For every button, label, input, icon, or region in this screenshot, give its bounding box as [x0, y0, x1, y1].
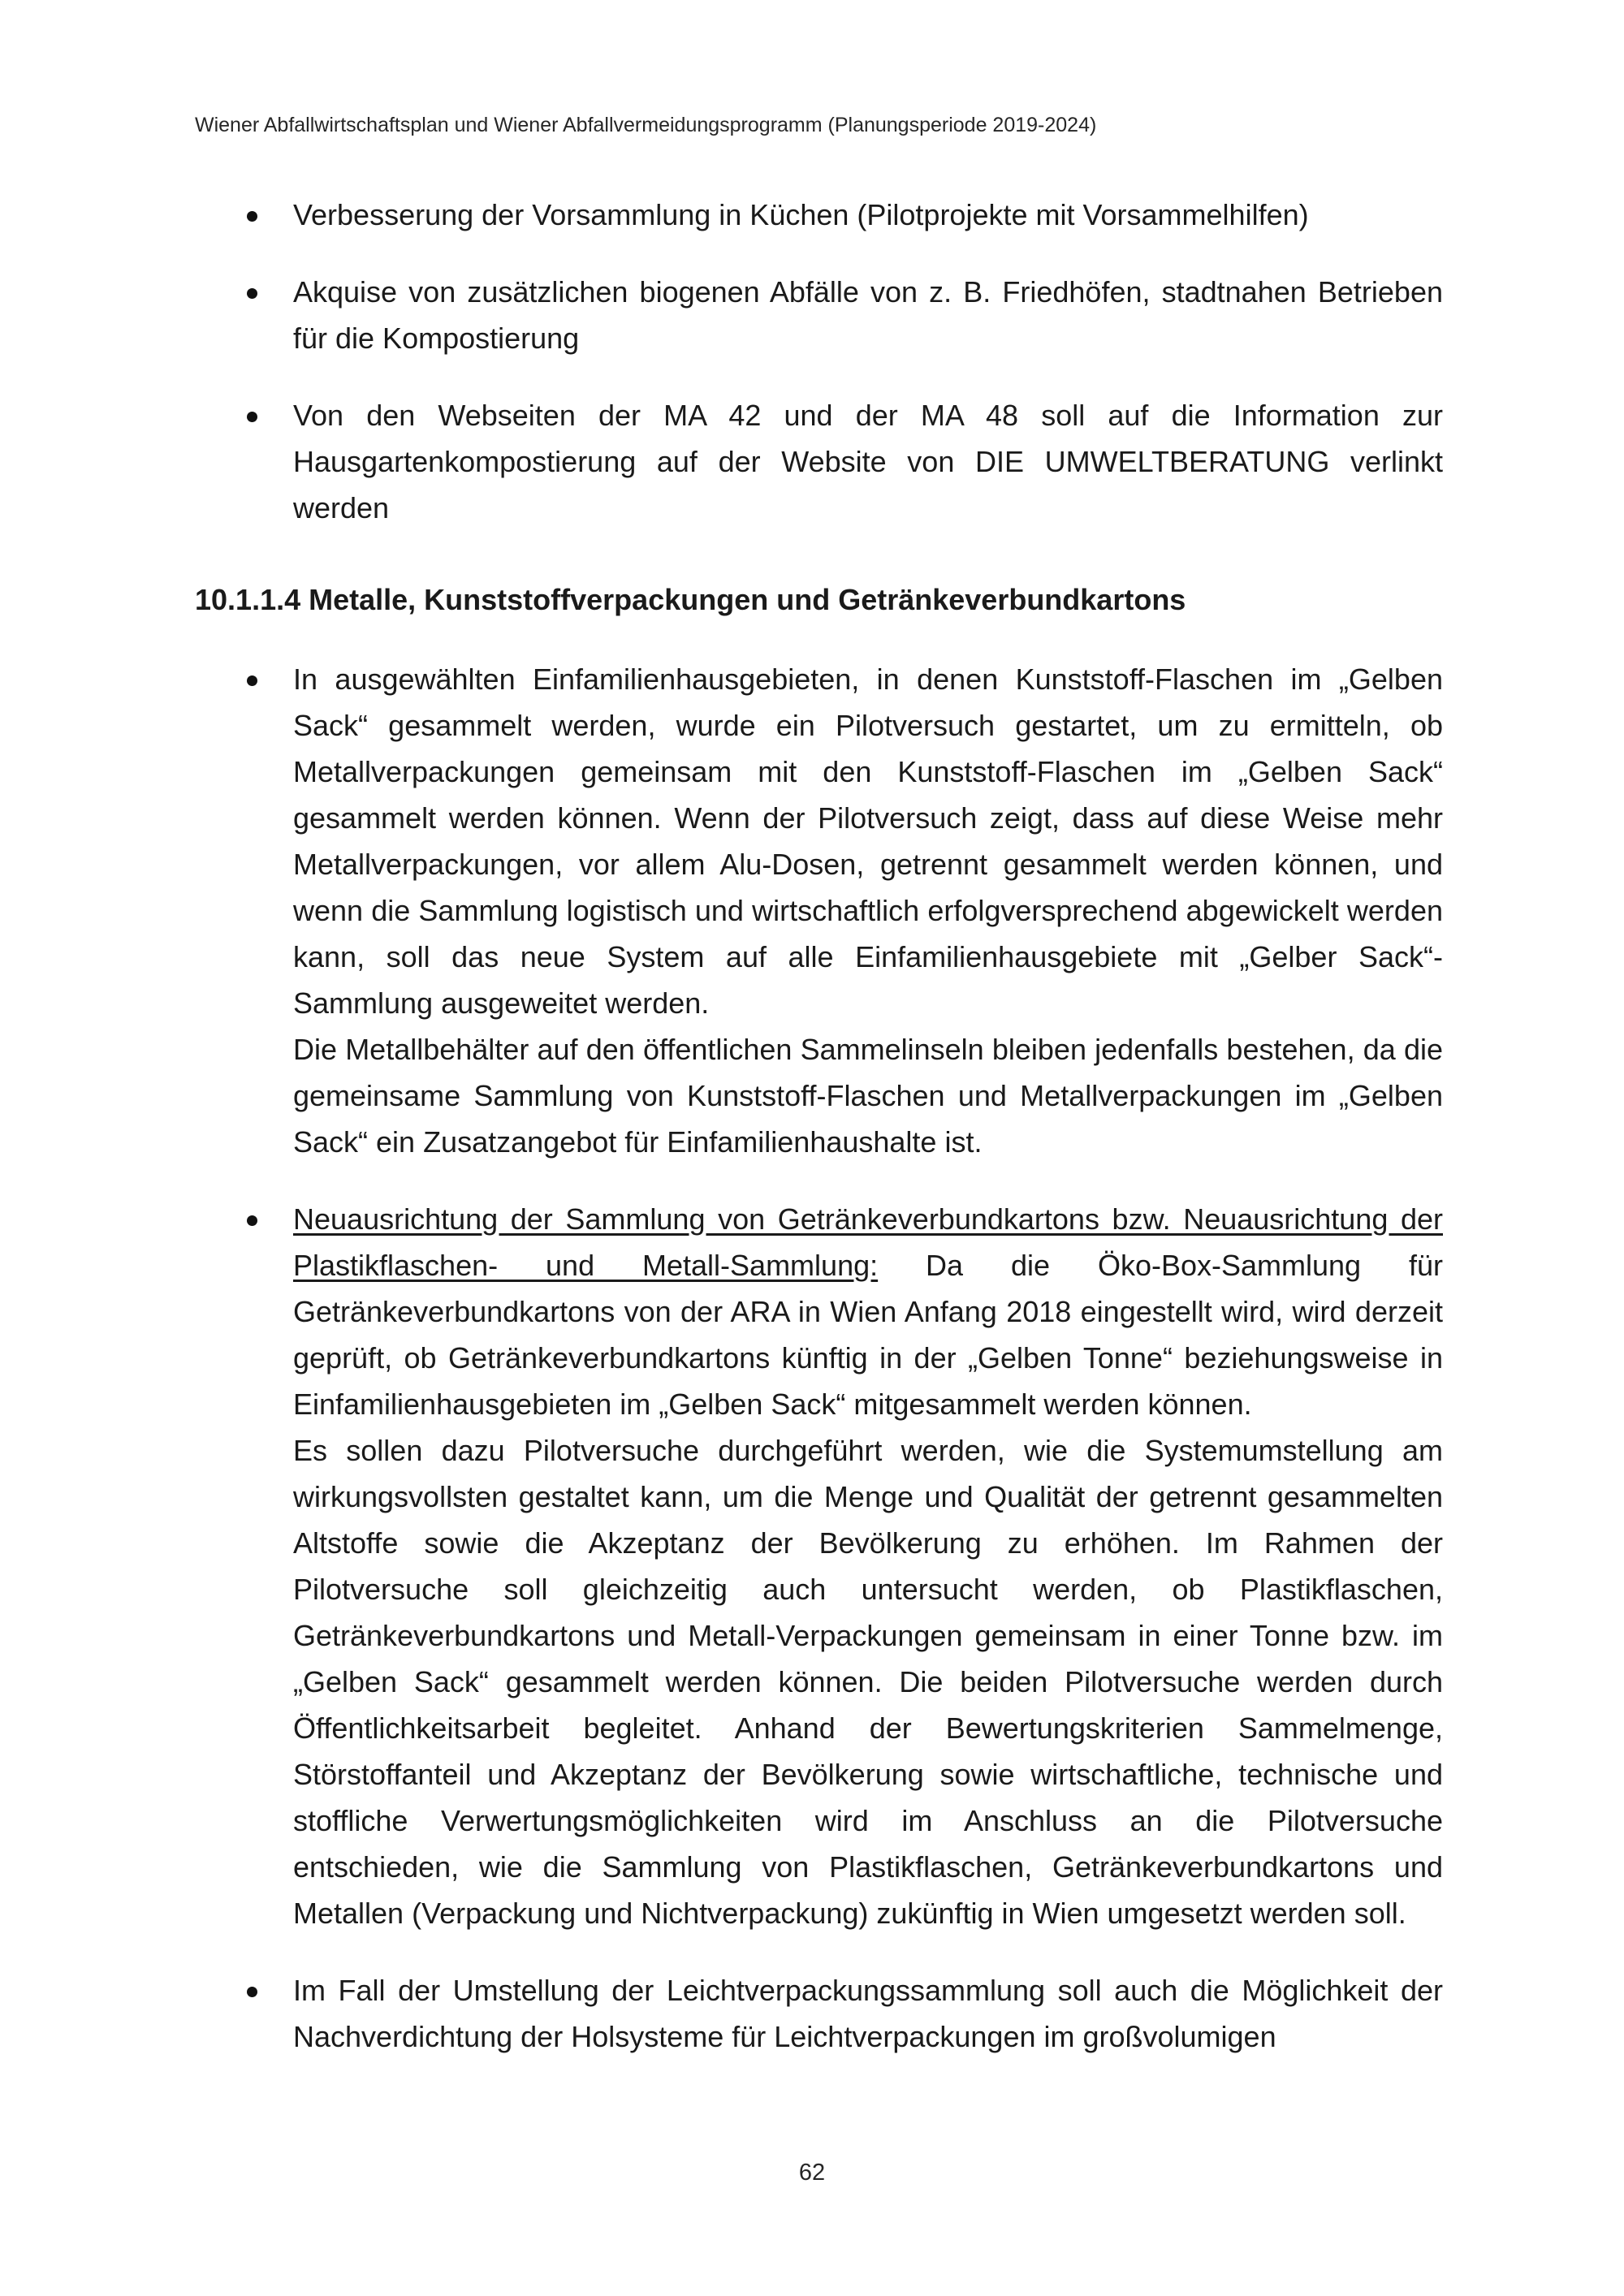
list-item [195, 656, 1443, 1165]
bullet-icon [247, 288, 257, 299]
bullet-icon [247, 211, 257, 222]
page-body [195, 192, 1443, 2091]
running-header: Wiener Abfallwirtschaftsplan und Wiener Abfallvermeidungsprogramm (Planungsperiode 2019-2024) [195, 114, 1097, 136]
list-item [195, 1967, 1443, 2060]
top-bullet-list [195, 192, 1443, 531]
list-item [195, 269, 1443, 361]
list-item [195, 192, 1443, 238]
section-bullet-list [195, 656, 1443, 2060]
bullet-icon [247, 675, 257, 686]
bullet-paragraph: In ausgewählten Einfamilienhausgebieten, in denen Kunststoff-Flaschen im „Gelben Sack“ gesammelt werden, wurde ein Pilotversuch gestartet, um zu ermitteln, ob Metallverpackungen gemeinsam mit den Kunststoff-Flaschen im „Gelben Sack“ gesammelt werden können. Wenn der Pilotversuch zeigt, dass auf diese Weise mehr Metallverpackungen, vor allem Alu-Dosen, getrennt gesammelt werden können, und wenn die Sammlung logistisch und wirtschaftlich erfolgversprechend abgewickelt werden kann, soll das neue System auf alle Einfamilienhausgebiete mit „Gelber Sack“-Sammlung ausgeweitet werden. [293, 662, 1443, 1020]
list-item [195, 392, 1443, 531]
bullet-paragraph: Im Fall der Umstellung der Leichtverpackungssammlung soll auch die Möglichkeit der Nachverdichtung der Holsysteme für Leichtverpackungen im großvolumigen [293, 1974, 1443, 2053]
bullet-text: Verbesserung der Vorsammlung in Küchen (Pilotprojekte mit Vorsammelhilfen) [293, 198, 1309, 231]
bullet-paragraph: Die Metallbehälter auf den öffentlichen Sammelinseln bleiben jedenfalls bestehen, da die gemeinsame Sammlung von Kunststoff-Flaschen und Metallverpackungen im „Gelben Sack“ ein Zusatzangebot für Einfamilienhaushalte ist. [293, 1033, 1443, 1159]
bullet-paragraph: Es sollen dazu Pilotversuche durchgeführt werden, wie die Systemumstellung am wirkungsvollsten gestaltet kann, um die Menge und Qualität der getrennt gesammelten Altstoffe sowie die Akzeptanz der Bevölkerung zu erhöhen. Im Rahmen der Pilotversuche soll gleichzeitig auch untersucht werden, ob Plastikflaschen, Getränkeverbundkartons und Metall-Verpackungen gemeinsam in einer Tonne bzw. im „Gelben Sack“ gesammelt werden können. Die beiden Pilotversuche werden durch Öffentlichkeitsarbeit begleitet. Anhand der Bewertungskriterien Sammelmenge, Störstoffanteil und Akzeptanz der Bevölkerung sowie wirtschaftliche, technische und stoffliche Verwertungsmöglichkeiten wird im Anschluss an die Pilotversuche entschieden, wie die Sammlung von Plastikflaschen, Getränkeverbundkartons und Metallen (Verpackung und Nichtverpackung) zukünftig in Wien umgesetzt werden soll. [293, 1434, 1443, 1930]
bullet-icon [247, 412, 257, 422]
bullet-text: Von den Webseiten der MA 42 und der MA 48 soll auf die Information zur Hausgartenkompostierung auf der Website von DIE UMWELTBERATUNG verlinkt werden [293, 399, 1443, 524]
bullet-icon [247, 1987, 257, 1997]
underlined-lead: Neuausrichtung der Sammlung von Getränkeverbundkartons bzw. Neuausrichtung der Plastikflaschen- und Metall-Sammlung: [293, 1202, 1443, 1282]
page-number: 62 [798, 2160, 826, 2186]
list-item [195, 1196, 1443, 1936]
bullet-text: Akquise von zusätzlichen biogenen Abfälle von z. B. Friedhöfen, stadtnahen Betrieben für die Kompostierung [293, 275, 1443, 355]
bullet-paragraph [293, 1196, 1443, 1427]
paragraph-text: Da die Öko-Box-Sammlung für Getränkeverbundkartons von der ARA in Wien Anfang 2018 eingestellt wird, wird derzeit geprüft, ob Getränkeverbundkartons künftig in der „Gelben Tonne“ beziehungsweise in Einfamilienhausgebieten im „Gelben Sack“ mitgesammelt werden können. [293, 1249, 1444, 1421]
section-heading: 10.1.1.4 Metalle, Kunststoffverpackungen und Getränkeverbundkartons [195, 583, 1186, 616]
bullet-icon [247, 1215, 257, 1226]
